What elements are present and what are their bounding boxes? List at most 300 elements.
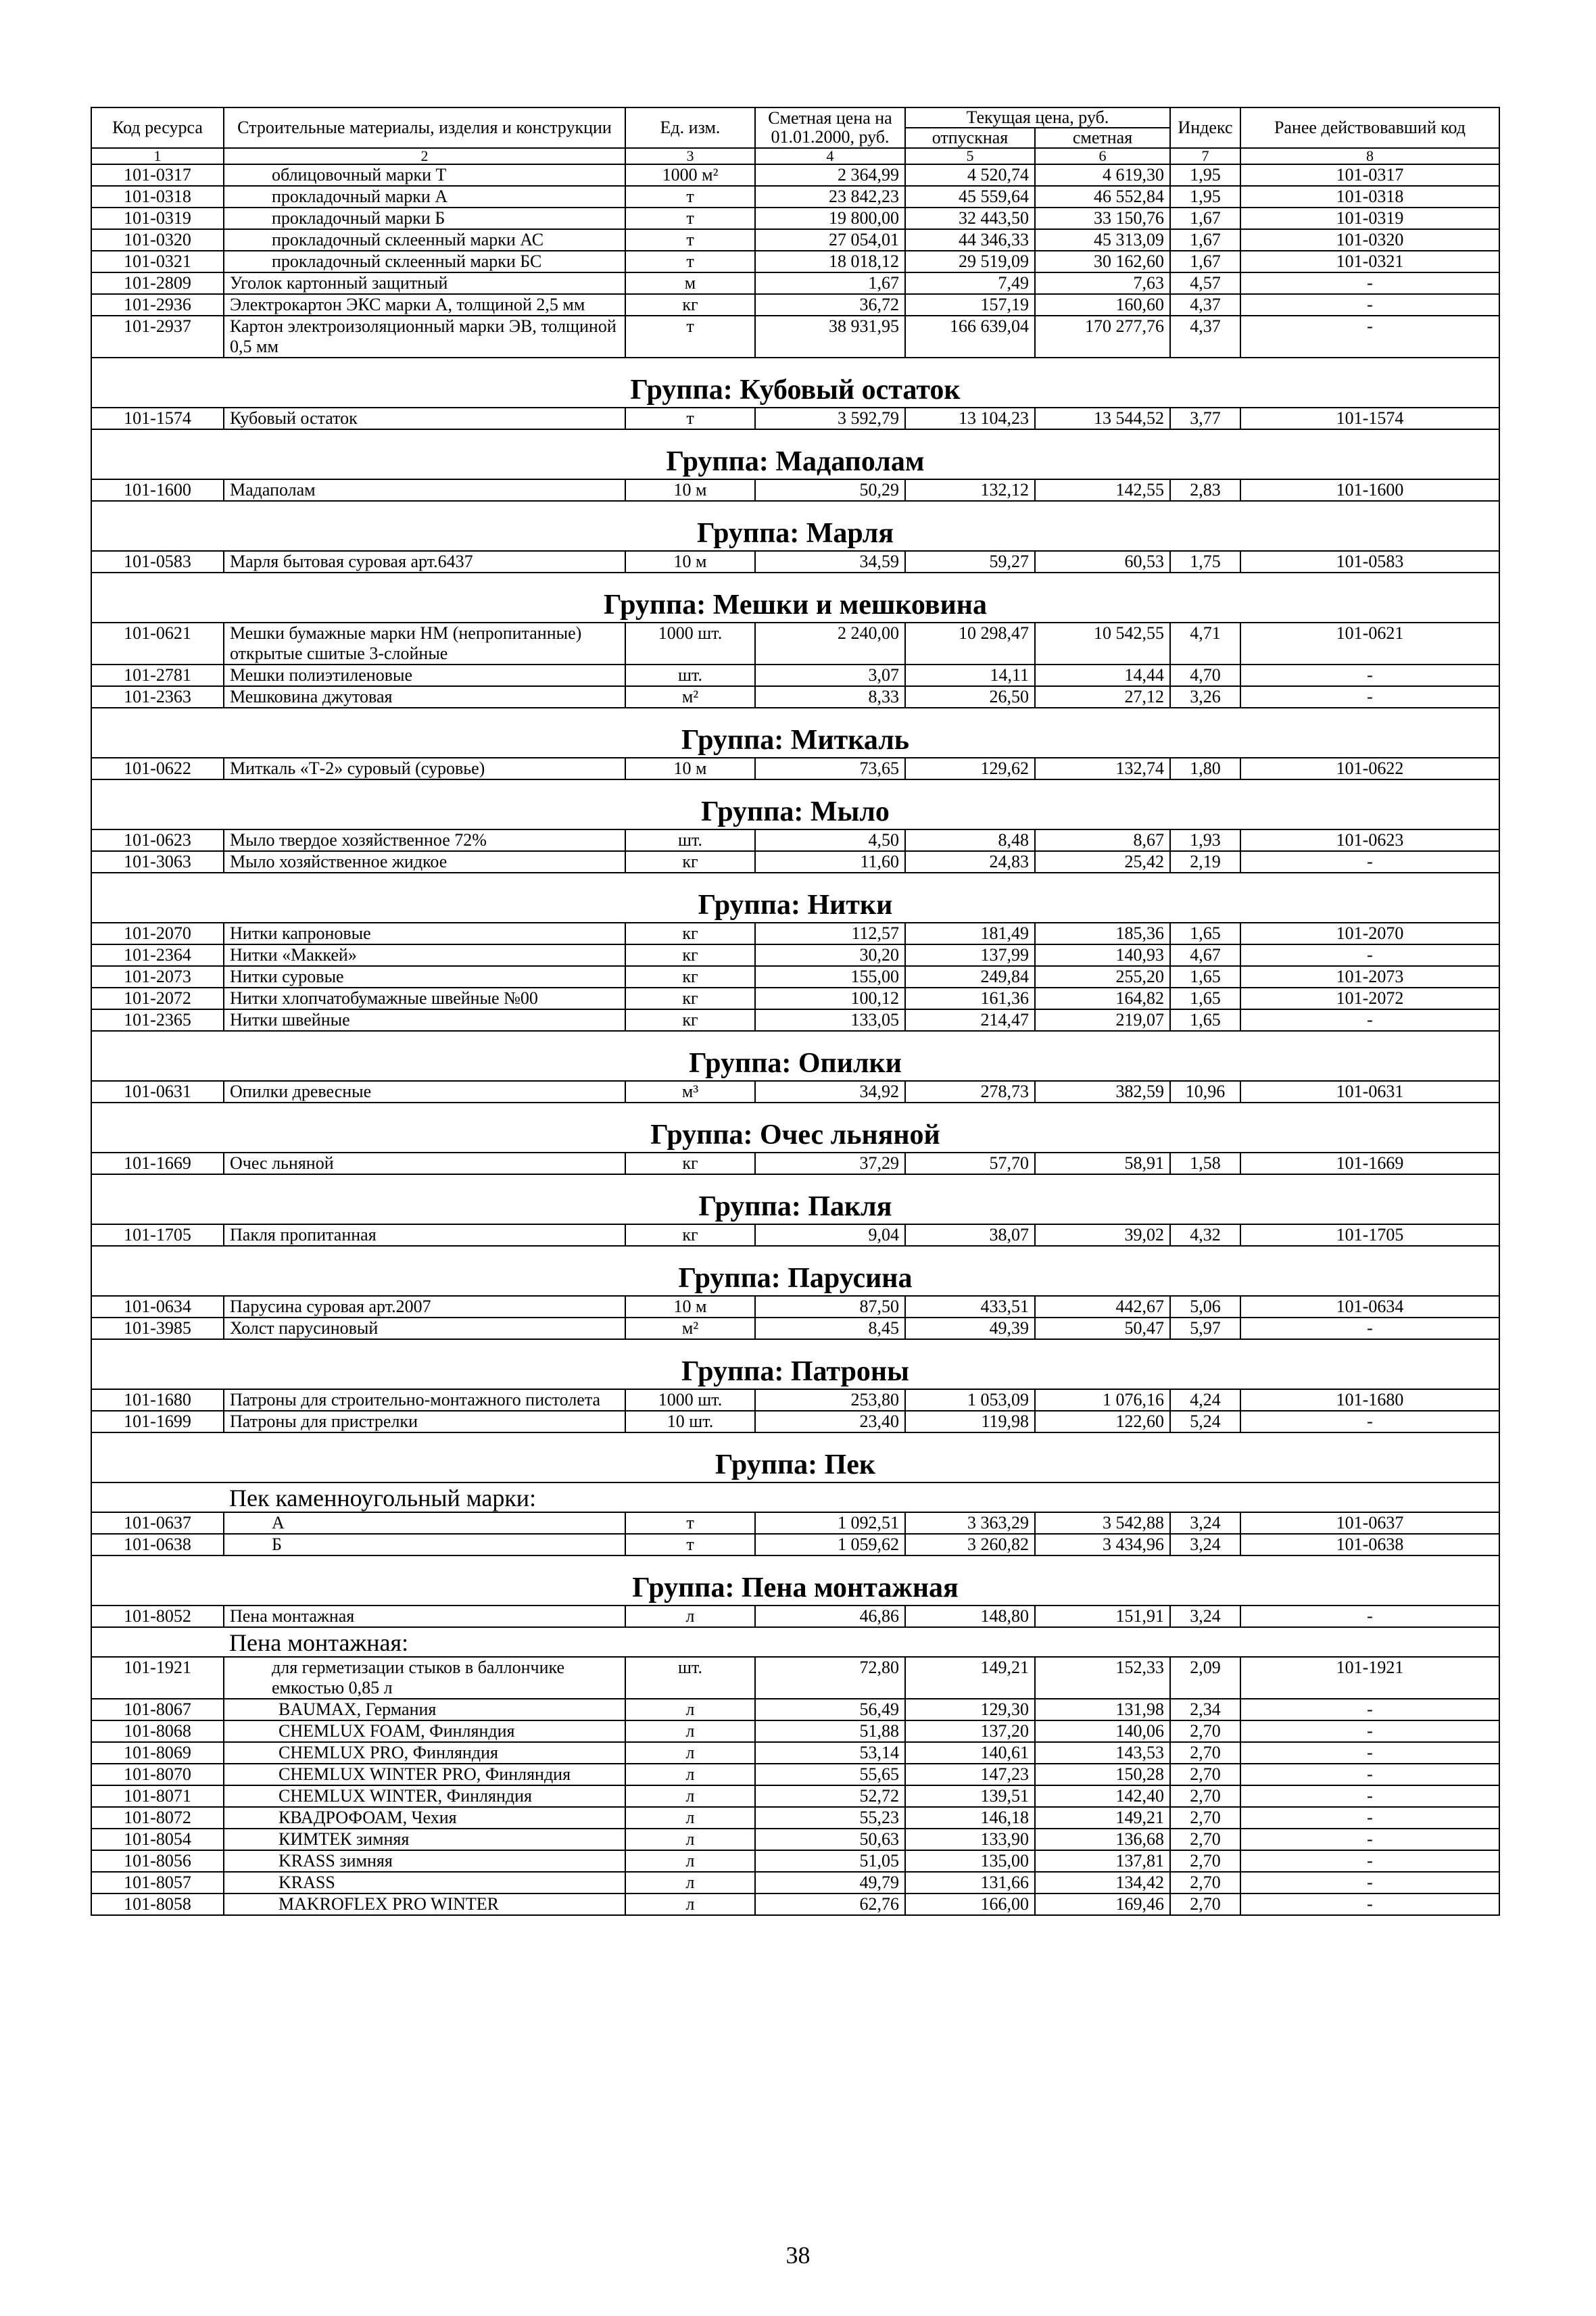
estimate-price-cell: 164,82 (1035, 988, 1170, 1009)
subheading-row (91, 1627, 1499, 1657)
estimate-price-cell: 122,60 (1035, 1411, 1170, 1432)
price-2000-cell: 133,05 (755, 1009, 905, 1031)
release-price-cell: 137,20 (905, 1720, 1035, 1742)
resource-code-cell: 101-0622 (91, 758, 224, 779)
price-2000-cell: 100,12 (755, 988, 905, 1009)
previous-code-cell: 101-0583 (1240, 551, 1499, 573)
group-heading: Группа: Патроны (91, 1339, 1499, 1389)
table-row (91, 1009, 1499, 1031)
group-heading: Группа: Пакля (91, 1174, 1499, 1224)
previous-code-cell: - (1240, 1411, 1499, 1432)
index-cell: 4,32 (1170, 1224, 1240, 1246)
index-cell: 2,70 (1170, 1742, 1240, 1764)
unit-cell: л (625, 1829, 755, 1850)
table-row (91, 1534, 1499, 1555)
index-cell: 2,83 (1170, 479, 1240, 501)
release-price-cell: 157,19 (905, 294, 1035, 316)
material-name-cell: Очес льняной (224, 1153, 625, 1174)
estimate-price-cell: 149,21 (1035, 1807, 1170, 1829)
previous-code-cell: - (1240, 1872, 1499, 1893)
group-heading-row (91, 573, 1499, 623)
unit-cell: м (625, 272, 755, 294)
material-name-cell: прокладочный марки А (224, 186, 625, 208)
material-name-cell: Нитки капроновые (224, 923, 625, 944)
previous-code-cell: 101-2073 (1240, 966, 1499, 988)
table-row (91, 186, 1499, 208)
price-2000-cell: 11,60 (755, 851, 905, 873)
previous-code-cell: 101-2072 (1240, 988, 1499, 1009)
previous-code-cell: 101-1600 (1240, 479, 1499, 501)
estimate-price-cell: 39,02 (1035, 1224, 1170, 1246)
group-heading-row (91, 1339, 1499, 1389)
header-release-price: отпускная (905, 128, 1035, 148)
group-heading-row (91, 1432, 1499, 1482)
group-heading: Группа: Марля (91, 501, 1499, 551)
group-heading: Группа: Мешки и мешковина (91, 573, 1499, 623)
previous-code-cell: - (1240, 1720, 1499, 1742)
material-name-cell: Нитки суровые (224, 966, 625, 988)
material-name-cell: Пакля пропитанная (224, 1224, 625, 1246)
material-name-cell: для герметизации стыков в баллончике емкостью 0,85 л (224, 1657, 625, 1699)
index-cell: 3,77 (1170, 408, 1240, 429)
unit-cell: кг (625, 1224, 755, 1246)
price-2000-cell: 19 800,00 (755, 208, 905, 229)
subheading: Пена монтажная: (224, 1627, 1499, 1657)
unit-cell: л (625, 1785, 755, 1807)
estimate-price-cell: 142,40 (1035, 1785, 1170, 1807)
resource-code-cell: 101-0320 (91, 229, 224, 251)
resource-code-cell: 101-1574 (91, 408, 224, 429)
release-price-cell: 433,51 (905, 1296, 1035, 1318)
estimate-price-cell: 33 150,76 (1035, 208, 1170, 229)
unit-cell: 1000 шт. (625, 1389, 755, 1411)
unit-cell: л (625, 1606, 755, 1627)
price-2000-cell: 23,40 (755, 1411, 905, 1432)
resource-code-cell: 101-8054 (91, 1829, 224, 1850)
unit-cell: 1000 м² (625, 164, 755, 186)
release-price-cell: 26,50 (905, 686, 1035, 708)
estimate-price-cell: 46 552,84 (1035, 186, 1170, 208)
index-cell: 5,24 (1170, 1411, 1240, 1432)
unit-cell: кг (625, 988, 755, 1009)
table-row (91, 1807, 1499, 1829)
release-price-cell: 148,80 (905, 1606, 1035, 1627)
table-row (91, 1224, 1499, 1246)
previous-code-cell: 101-0637 (1240, 1512, 1499, 1534)
estimate-price-cell: 140,93 (1035, 944, 1170, 966)
column-number: 5 (905, 148, 1035, 164)
price-2000-cell: 2 364,99 (755, 164, 905, 186)
price-table (91, 107, 1500, 1916)
index-cell: 1,67 (1170, 208, 1240, 229)
resource-code-cell: 101-8057 (91, 1872, 224, 1893)
estimate-price-cell: 7,63 (1035, 272, 1170, 294)
index-cell: 5,06 (1170, 1296, 1240, 1318)
unit-cell: л (625, 1720, 755, 1742)
resource-code-cell: 101-8068 (91, 1720, 224, 1742)
index-cell: 2,34 (1170, 1699, 1240, 1720)
index-cell: 1,65 (1170, 966, 1240, 988)
previous-code-cell: 101-0621 (1240, 623, 1499, 665)
price-2000-cell: 3,07 (755, 665, 905, 686)
material-name-cell: CHEMLUX FOAM, Финляндия (224, 1720, 625, 1742)
table-row (91, 1411, 1499, 1432)
material-name-cell: Кубовый остаток (224, 408, 625, 429)
price-2000-cell: 49,79 (755, 1872, 905, 1893)
previous-code-cell: - (1240, 851, 1499, 873)
estimate-price-cell: 4 619,30 (1035, 164, 1170, 186)
table-row (91, 1657, 1499, 1699)
estimate-price-cell: 8,67 (1035, 829, 1170, 851)
resource-code-cell: 101-3063 (91, 851, 224, 873)
unit-cell: кг (625, 1009, 755, 1031)
table-row (91, 1699, 1499, 1720)
table-row (91, 1893, 1499, 1915)
unit-cell: т (625, 316, 755, 358)
release-price-cell: 45 559,64 (905, 186, 1035, 208)
price-2000-cell: 9,04 (755, 1224, 905, 1246)
material-name-cell: CHEMLUX PRO, Финляндия (224, 1742, 625, 1764)
price-2000-cell: 4,50 (755, 829, 905, 851)
estimate-price-cell: 14,44 (1035, 665, 1170, 686)
group-heading: Группа: Нитки (91, 873, 1499, 923)
release-price-cell: 146,18 (905, 1807, 1035, 1829)
release-price-cell: 166,00 (905, 1893, 1035, 1915)
index-cell: 3,24 (1170, 1606, 1240, 1627)
index-cell: 3,26 (1170, 686, 1240, 708)
unit-cell: кг (625, 1153, 755, 1174)
table-row (91, 829, 1499, 851)
price-2000-cell: 55,23 (755, 1807, 905, 1829)
material-name-cell: Миткаль «Т-2» суровый (суровье) (224, 758, 625, 779)
table-row (91, 164, 1499, 186)
header-code: Код ресурса (91, 107, 224, 148)
group-heading: Группа: Очес льняной (91, 1103, 1499, 1153)
index-cell: 4,37 (1170, 316, 1240, 358)
previous-code-cell: 101-1705 (1240, 1224, 1499, 1246)
subheading-spacer (91, 1482, 224, 1512)
material-name-cell: KRASS (224, 1872, 625, 1893)
header-current-price: Текущая цена, руб. (905, 107, 1170, 128)
release-price-cell: 1 053,09 (905, 1389, 1035, 1411)
unit-cell: шт. (625, 829, 755, 851)
table-row (91, 1606, 1499, 1627)
table-row (91, 966, 1499, 988)
group-heading: Группа: Пена монтажная (91, 1555, 1499, 1606)
column-number: 4 (755, 148, 905, 164)
index-cell: 3,24 (1170, 1512, 1240, 1534)
previous-code-cell: - (1240, 1807, 1499, 1829)
group-heading-row (91, 873, 1499, 923)
previous-code-cell: - (1240, 1699, 1499, 1720)
release-price-cell: 137,99 (905, 944, 1035, 966)
release-price-cell: 131,66 (905, 1872, 1035, 1893)
unit-cell: л (625, 1893, 755, 1915)
estimate-price-cell: 132,74 (1035, 758, 1170, 779)
resource-code-cell: 101-2365 (91, 1009, 224, 1031)
estimate-price-cell: 137,81 (1035, 1850, 1170, 1872)
resource-code-cell: 101-1600 (91, 479, 224, 501)
previous-code-cell: 101-0321 (1240, 251, 1499, 272)
index-cell: 2,09 (1170, 1657, 1240, 1699)
group-heading: Группа: Парусина (91, 1246, 1499, 1296)
table-row (91, 1512, 1499, 1534)
material-name-cell: КИМТЕК зимняя (224, 1829, 625, 1850)
previous-code-cell: 101-0319 (1240, 208, 1499, 229)
table-row (91, 988, 1499, 1009)
resource-code-cell: 101-2070 (91, 923, 224, 944)
price-2000-cell: 73,65 (755, 758, 905, 779)
estimate-price-cell: 131,98 (1035, 1699, 1170, 1720)
material-name-cell: Мешки полиэтиленовые (224, 665, 625, 686)
price-2000-cell: 18 018,12 (755, 251, 905, 272)
unit-cell: кг (625, 851, 755, 873)
estimate-price-cell: 45 313,09 (1035, 229, 1170, 251)
price-2000-cell: 3 592,79 (755, 408, 905, 429)
resource-code-cell: 101-1669 (91, 1153, 224, 1174)
table-row (91, 316, 1499, 358)
group-heading-row (91, 501, 1499, 551)
release-price-cell: 32 443,50 (905, 208, 1035, 229)
price-2000-cell: 55,65 (755, 1764, 905, 1785)
table-row (91, 272, 1499, 294)
previous-code-cell: - (1240, 316, 1499, 358)
subheading: Пек каменноугольный марки: (224, 1482, 1499, 1512)
material-name-cell: КВАДРОФОАМ, Чехия (224, 1807, 625, 1829)
previous-code-cell: - (1240, 1850, 1499, 1872)
estimate-price-cell: 134,42 (1035, 1872, 1170, 1893)
price-2000-cell: 51,05 (755, 1850, 905, 1872)
price-2000-cell: 38 931,95 (755, 316, 905, 358)
price-2000-cell: 112,57 (755, 923, 905, 944)
price-2000-cell: 2 240,00 (755, 623, 905, 665)
estimate-price-cell: 442,67 (1035, 1296, 1170, 1318)
table-row (91, 1153, 1499, 1174)
price-2000-cell: 253,80 (755, 1389, 905, 1411)
index-cell: 10,96 (1170, 1081, 1240, 1103)
header-name: Строительные материалы, изделия и конструкции (224, 107, 625, 148)
estimate-price-cell: 13 544,52 (1035, 408, 1170, 429)
group-heading-row (91, 358, 1499, 408)
header-previous-code: Ранее действовавший код (1240, 107, 1499, 148)
release-price-cell: 139,51 (905, 1785, 1035, 1807)
index-cell: 1,65 (1170, 1009, 1240, 1031)
index-cell: 1,58 (1170, 1153, 1240, 1174)
index-cell: 2,70 (1170, 1872, 1240, 1893)
estimate-price-cell: 60,53 (1035, 551, 1170, 573)
resource-code-cell: 101-2809 (91, 272, 224, 294)
unit-cell: т (625, 186, 755, 208)
price-2000-cell: 53,14 (755, 1742, 905, 1764)
previous-code-cell: - (1240, 1606, 1499, 1627)
material-name-cell: Парусина суровая арт.2007 (224, 1296, 625, 1318)
material-name-cell: Опилки древесные (224, 1081, 625, 1103)
release-price-cell: 24,83 (905, 851, 1035, 873)
estimate-price-cell: 140,06 (1035, 1720, 1170, 1742)
previous-code-cell: 101-0631 (1240, 1081, 1499, 1103)
index-cell: 1,65 (1170, 988, 1240, 1009)
estimate-price-cell: 3 542,88 (1035, 1512, 1170, 1534)
unit-cell: 1000 шт. (625, 623, 755, 665)
price-2000-cell: 30,20 (755, 944, 905, 966)
material-name-cell: Холст парусиновый (224, 1318, 625, 1339)
resource-code-cell: 101-2073 (91, 966, 224, 988)
index-cell: 1,67 (1170, 251, 1240, 272)
table-row (91, 623, 1499, 665)
header-price-2000: Сметная цена на 01.01.2000, руб. (755, 107, 905, 148)
table-row (91, 665, 1499, 686)
index-cell: 4,37 (1170, 294, 1240, 316)
release-price-cell: 135,00 (905, 1850, 1035, 1872)
price-table-sheet (91, 107, 1499, 1916)
release-price-cell: 166 639,04 (905, 316, 1035, 358)
previous-code-cell: 101-1680 (1240, 1389, 1499, 1411)
price-2000-cell: 52,72 (755, 1785, 905, 1807)
estimate-price-cell: 136,68 (1035, 1829, 1170, 1850)
group-heading: Группа: Мыло (91, 779, 1499, 829)
resource-code-cell: 101-8052 (91, 1606, 224, 1627)
table-row (91, 251, 1499, 272)
table-row (91, 1764, 1499, 1785)
release-price-cell: 44 346,33 (905, 229, 1035, 251)
resource-code-cell: 101-8071 (91, 1785, 224, 1807)
estimate-price-cell: 50,47 (1035, 1318, 1170, 1339)
material-name-cell: Пена монтажная (224, 1606, 625, 1627)
resource-code-cell: 101-0319 (91, 208, 224, 229)
previous-code-cell: 101-0622 (1240, 758, 1499, 779)
price-2000-cell: 1 092,51 (755, 1512, 905, 1534)
previous-code-cell: - (1240, 1893, 1499, 1915)
group-heading-row (91, 708, 1499, 758)
index-cell: 4,24 (1170, 1389, 1240, 1411)
release-price-cell: 8,48 (905, 829, 1035, 851)
resource-code-cell: 101-8072 (91, 1807, 224, 1829)
release-price-cell: 3 363,29 (905, 1512, 1035, 1534)
unit-cell: т (625, 251, 755, 272)
material-name-cell: Электрокартон ЭКС марки А, толщиной 2,5 мм (224, 294, 625, 316)
header-estimate-price: сметная (1035, 128, 1170, 148)
release-price-cell: 181,49 (905, 923, 1035, 944)
estimate-price-cell: 10 542,55 (1035, 623, 1170, 665)
release-price-cell: 249,84 (905, 966, 1035, 988)
resource-code-cell: 101-1680 (91, 1389, 224, 1411)
table-row (91, 229, 1499, 251)
estimate-price-cell: 382,59 (1035, 1081, 1170, 1103)
unit-cell: л (625, 1807, 755, 1829)
previous-code-cell: - (1240, 944, 1499, 966)
index-cell: 3,24 (1170, 1534, 1240, 1555)
material-name-cell: MAKROFLEX PRO WINTER (224, 1893, 625, 1915)
material-name-cell: А (224, 1512, 625, 1534)
page-number: 38 (785, 2242, 811, 2269)
column-number: 6 (1035, 148, 1170, 164)
group-heading: Группа: Опилки (91, 1031, 1499, 1081)
release-price-cell: 149,21 (905, 1657, 1035, 1699)
group-heading-row (91, 1103, 1499, 1153)
material-name-cell: Мыло хозяйственное жидкое (224, 851, 625, 873)
release-price-cell: 4 520,74 (905, 164, 1035, 186)
estimate-price-cell: 30 162,60 (1035, 251, 1170, 272)
resource-code-cell: 101-0321 (91, 251, 224, 272)
index-cell: 4,57 (1170, 272, 1240, 294)
previous-code-cell: - (1240, 665, 1499, 686)
unit-cell: т (625, 229, 755, 251)
material-name-cell: Мешки бумажные марки НМ (непропитанные) открытые сшитые 3-слойные (224, 623, 625, 665)
index-cell: 2,70 (1170, 1829, 1240, 1850)
index-cell: 4,71 (1170, 623, 1240, 665)
unit-cell: л (625, 1742, 755, 1764)
estimate-price-cell: 185,36 (1035, 923, 1170, 944)
resource-code-cell: 101-8067 (91, 1699, 224, 1720)
index-cell: 2,70 (1170, 1764, 1240, 1785)
unit-cell: л (625, 1764, 755, 1785)
resource-code-cell: 101-1921 (91, 1657, 224, 1699)
index-cell: 5,97 (1170, 1318, 1240, 1339)
previous-code-cell: 101-0638 (1240, 1534, 1499, 1555)
index-cell: 1,80 (1170, 758, 1240, 779)
release-price-cell: 29 519,09 (905, 251, 1035, 272)
price-2000-cell: 1,67 (755, 272, 905, 294)
index-cell: 2,70 (1170, 1893, 1240, 1915)
table-row (91, 944, 1499, 966)
price-2000-cell: 8,45 (755, 1318, 905, 1339)
table-row (91, 1296, 1499, 1318)
table-row (91, 1872, 1499, 1893)
release-price-cell: 147,23 (905, 1764, 1035, 1785)
unit-cell: 10 м (625, 1296, 755, 1318)
previous-code-cell: 101-1669 (1240, 1153, 1499, 1174)
unit-cell: м² (625, 1318, 755, 1339)
price-2000-cell: 87,50 (755, 1296, 905, 1318)
unit-cell: кг (625, 944, 755, 966)
resource-code-cell: 101-2363 (91, 686, 224, 708)
release-price-cell: 38,07 (905, 1224, 1035, 1246)
table-row (91, 923, 1499, 944)
table-row (91, 1742, 1499, 1764)
previous-code-cell: - (1240, 1742, 1499, 1764)
release-price-cell: 133,90 (905, 1829, 1035, 1850)
unit-cell: кг (625, 966, 755, 988)
index-cell: 2,19 (1170, 851, 1240, 873)
material-name-cell: Уголок картонный защитный (224, 272, 625, 294)
unit-cell: 10 м (625, 758, 755, 779)
unit-cell: 10 м (625, 551, 755, 573)
previous-code-cell: - (1240, 294, 1499, 316)
release-price-cell: 278,73 (905, 1081, 1035, 1103)
resource-code-cell: 101-0634 (91, 1296, 224, 1318)
material-name-cell: Нитки хлопчатобумажные швейные №00 (224, 988, 625, 1009)
material-name-cell: облицовочный марки Т (224, 164, 625, 186)
price-2000-cell: 56,49 (755, 1699, 905, 1720)
estimate-price-cell: 152,33 (1035, 1657, 1170, 1699)
release-price-cell: 10 298,47 (905, 623, 1035, 665)
release-price-cell: 129,62 (905, 758, 1035, 779)
previous-code-cell: 101-1574 (1240, 408, 1499, 429)
price-2000-cell: 8,33 (755, 686, 905, 708)
unit-cell: 10 м (625, 479, 755, 501)
resource-code-cell: 101-0623 (91, 829, 224, 851)
unit-cell: м² (625, 686, 755, 708)
table-row (91, 758, 1499, 779)
release-price-cell: 7,49 (905, 272, 1035, 294)
price-2000-cell: 1 059,62 (755, 1534, 905, 1555)
material-name-cell: Б (224, 1534, 625, 1555)
previous-code-cell: 101-0317 (1240, 164, 1499, 186)
material-name-cell: Патроны для пристрелки (224, 1411, 625, 1432)
table-row (91, 1850, 1499, 1872)
estimate-price-cell: 160,60 (1035, 294, 1170, 316)
previous-code-cell: 101-0634 (1240, 1296, 1499, 1318)
